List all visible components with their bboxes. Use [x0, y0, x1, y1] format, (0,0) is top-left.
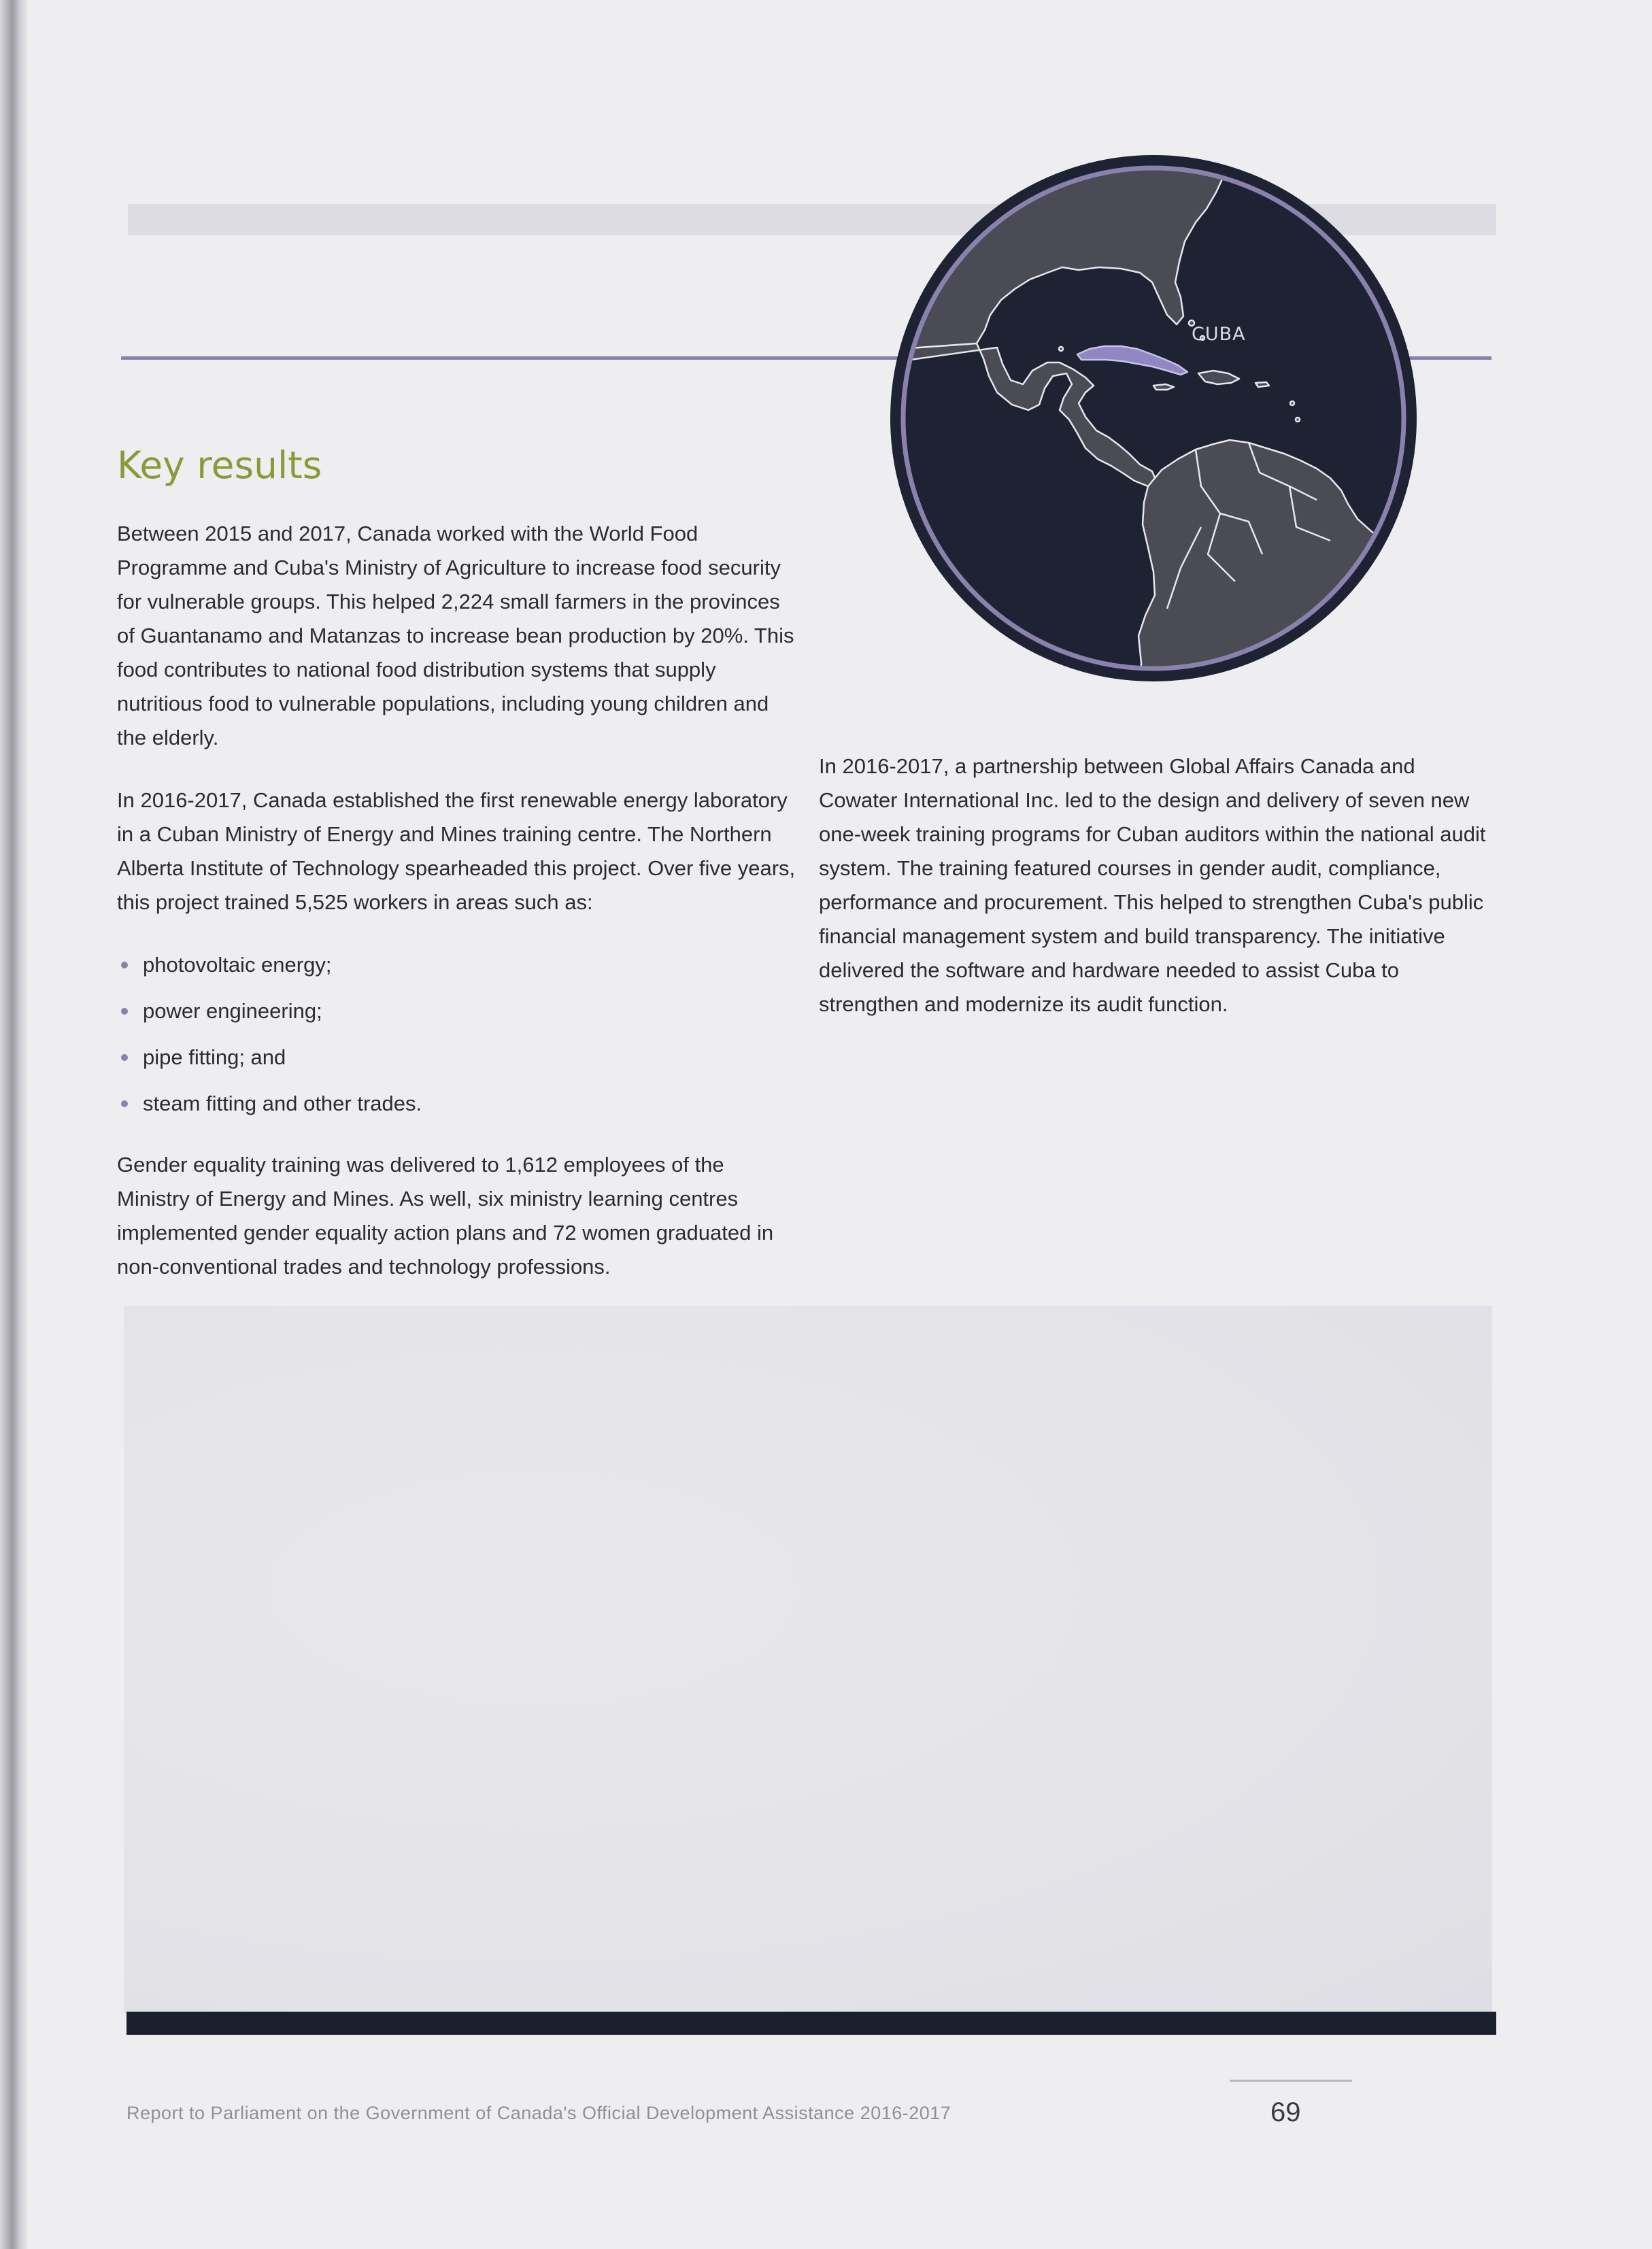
bullet-icon	[121, 1054, 128, 1061]
list-item-text: steam fitting and other trades.	[143, 1092, 422, 1115]
page-number-rule	[1230, 2080, 1352, 2082]
paragraph-food-security: Between 2015 and 2017, Canada worked with the World Food Programme and Cuba's Ministry of Agriculture to increase food security for vulnerable groups. This helped 2,224 small farmers in the provinces of Guantanamo and Matanzas to increase bean production by 20%. This food contributes to national food distribution systems that supply nutritious food to vulnerable populations, including young children and the elderly.	[117, 522, 794, 749]
bullet-icon	[121, 1100, 128, 1107]
paragraph-audit-partnership: In 2016-2017, a partnership between Global Affairs Canada and Cowater International Inc. led to the design and delivery of seven new one-week training programs for Cuban auditors within the national audit system. The training featured courses in gender audit, compliance, performance and procurement. This helped to strengthen Cuba's public financial management system and build transparency. The initiative delivered the software and hardware needed to assist Cuba to strengthen and modernize its audit function.	[819, 754, 1486, 1016]
list-item	[117, 1041, 797, 1075]
bullet-icon	[121, 962, 128, 968]
land-island	[1290, 401, 1294, 405]
trades-list	[117, 948, 797, 1121]
list-item	[117, 1087, 797, 1121]
list-item-text: pipe fitting; and	[143, 1045, 286, 1069]
list-item-text: photovoltaic energy;	[143, 953, 332, 977]
map-label-cuba: CUBA	[1192, 324, 1246, 345]
paragraph-gender-equality: Gender equality training was delivered to 1,612 employees of the Ministry of Energy and Mines. As well, six ministry learning centres implemented gender equality action plans and 72 women graduated in non-conventional trades and technology professions.	[117, 1153, 774, 1279]
page-number: 69	[1270, 2097, 1301, 2127]
list-item	[117, 948, 797, 982]
section-heading: Key results	[117, 443, 322, 487]
background-photo	[124, 1306, 1492, 2013]
paragraph-renewable-energy: In 2016-2017, Canada established the first renewable energy laboratory in a Cuban Ministry of Energy and Mines training centre. The Northern Alberta Institute of Technology spearheaded this project. Over five years, this project trained 5,525 workers in areas such as:	[117, 788, 796, 914]
footer-bar	[127, 2012, 1496, 2035]
land-island	[1059, 347, 1063, 351]
land-island	[1296, 418, 1300, 422]
list-item-text: power engineering;	[143, 999, 322, 1023]
footer-title: Report to Parliament on the Government of Canada's Official Development Assistance 2016-2017	[127, 2103, 951, 2123]
land-jamaica	[1153, 384, 1174, 390]
bullet-icon	[121, 1008, 128, 1015]
cuba-locator-map	[881, 146, 1426, 690]
land-puerto-rico	[1255, 382, 1269, 387]
list-item	[117, 994, 797, 1028]
book-spine	[0, 0, 27, 2249]
left-column	[117, 517, 797, 1313]
right-column	[819, 749, 1492, 1021]
